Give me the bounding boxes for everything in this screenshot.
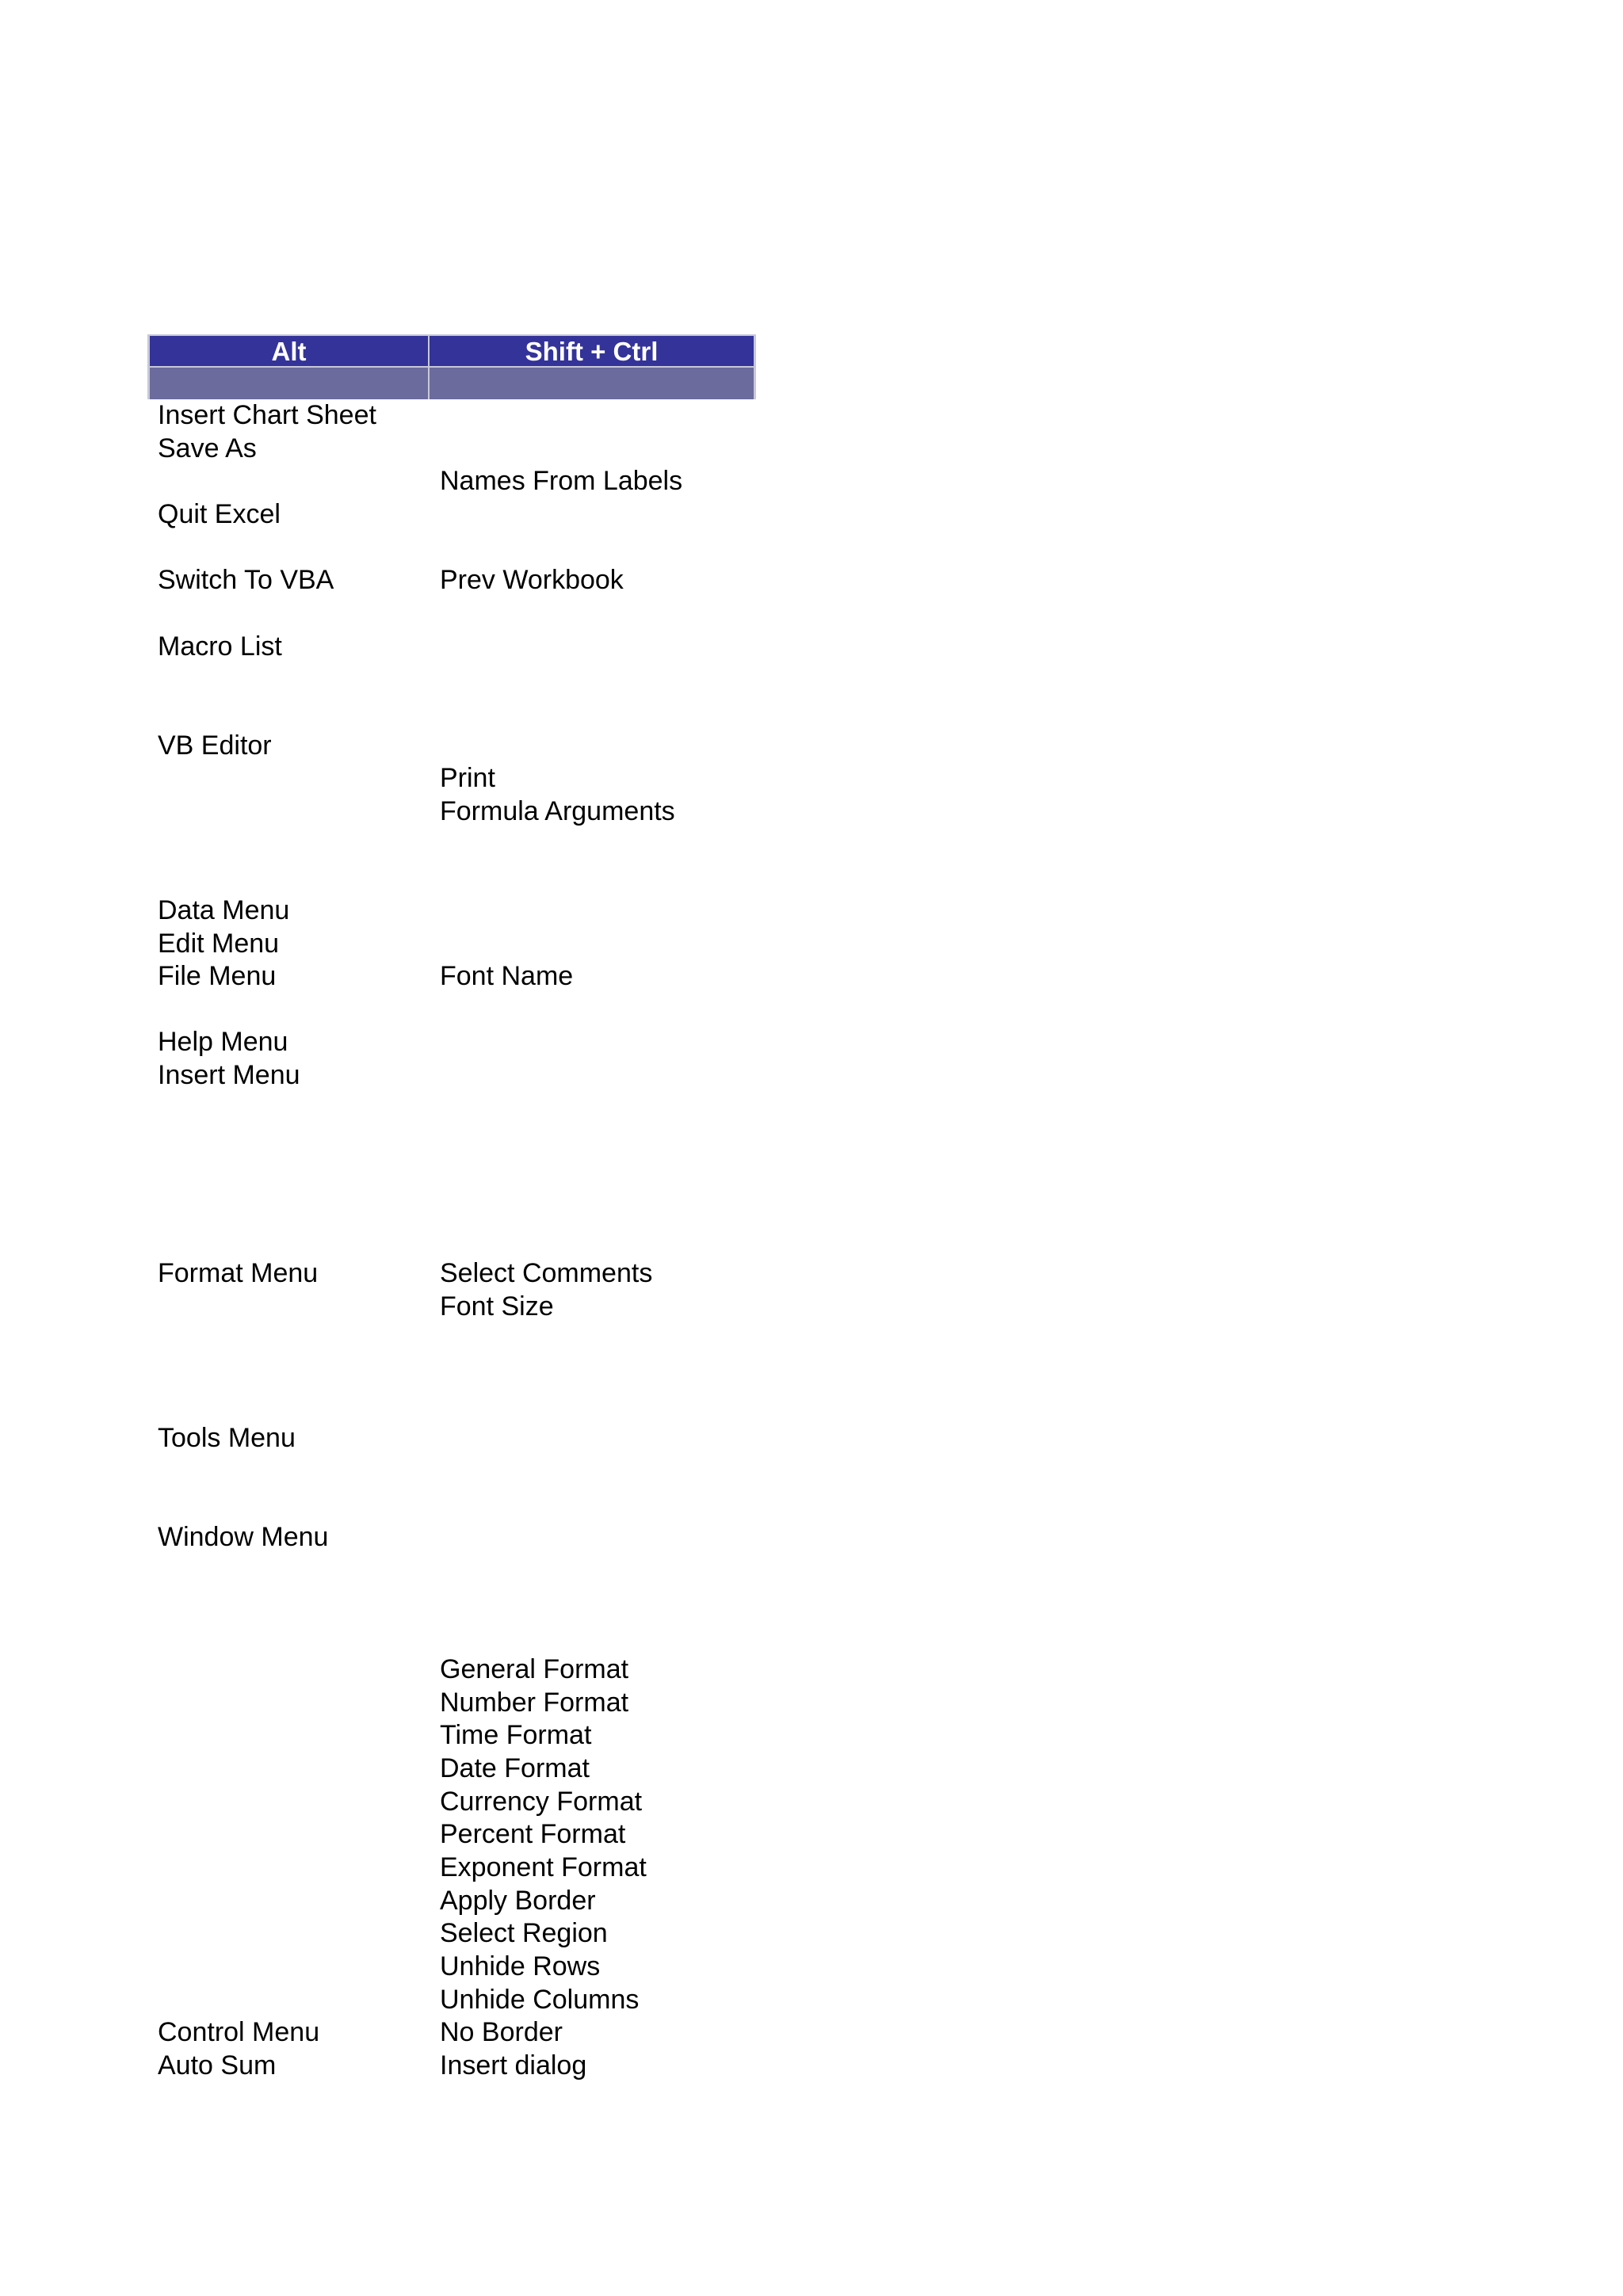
alt-shortcut-cell: Quit Excel bbox=[158, 498, 281, 529]
alt-shortcut-cell bbox=[147, 1390, 430, 1423]
alt-shortcut-cell: Help Menu bbox=[158, 1027, 288, 1058]
alt-shortcut-cell: Data Menu bbox=[158, 894, 290, 925]
shift-ctrl-shortcut-cell: Exponent Format bbox=[440, 1852, 647, 1882]
shift-ctrl-shortcut-cell: Names From Labels bbox=[440, 466, 683, 497]
shift-ctrl-shortcut-cell bbox=[430, 597, 756, 631]
shift-ctrl-shortcut-cell: Currency Format bbox=[440, 1786, 643, 1817]
table-row bbox=[147, 1093, 756, 1126]
table-row bbox=[147, 1719, 756, 1753]
header-subrow bbox=[147, 366, 756, 399]
table-row bbox=[147, 1291, 756, 1324]
alt-shortcut-cell bbox=[147, 1224, 430, 1257]
alt-shortcut-cell bbox=[147, 1554, 430, 1588]
table-row bbox=[147, 2050, 756, 2083]
shift-ctrl-shortcut-cell bbox=[430, 1192, 756, 1225]
table-row bbox=[147, 1653, 756, 1687]
shift-ctrl-shortcut-cell: No Border bbox=[440, 2017, 563, 2048]
table-row bbox=[147, 861, 756, 894]
alt-shortcut-cell: Control Menu bbox=[158, 2017, 320, 2048]
alt-shortcut-cell bbox=[147, 1093, 430, 1126]
shift-ctrl-shortcut-cell: Select Comments bbox=[440, 1258, 653, 1289]
alt-shortcut-cell bbox=[147, 1653, 430, 1687]
alt-shortcut-cell bbox=[147, 532, 430, 565]
shift-ctrl-shortcut-cell bbox=[430, 663, 756, 696]
shift-ctrl-shortcut-cell: Unhide Rows bbox=[440, 1951, 601, 1981]
table-row bbox=[147, 2016, 756, 2050]
column-header-alt: Alt bbox=[147, 334, 430, 366]
alt-shortcut-cell bbox=[147, 597, 430, 631]
alt-shortcut-cell bbox=[147, 1356, 430, 1390]
shift-ctrl-shortcut-cell bbox=[430, 1455, 756, 1489]
table-row bbox=[147, 1687, 756, 1720]
table-body bbox=[147, 399, 756, 2082]
alt-shortcut-cell bbox=[147, 795, 430, 829]
shift-ctrl-shortcut-cell bbox=[430, 631, 756, 664]
shift-ctrl-shortcut-cell bbox=[430, 1026, 756, 1059]
shift-ctrl-shortcut-cell bbox=[430, 928, 756, 961]
table-row bbox=[147, 532, 756, 565]
alt-shortcut-cell bbox=[147, 1786, 430, 1819]
alt-shortcut-cell: File Menu bbox=[158, 961, 277, 992]
alt-shortcut-cell bbox=[147, 1158, 430, 1192]
alt-shortcut-cell bbox=[147, 1192, 430, 1225]
alt-shortcut-cell bbox=[147, 1885, 430, 1918]
table-row bbox=[147, 762, 756, 795]
alt-shortcut-cell bbox=[147, 1687, 430, 1720]
shift-ctrl-shortcut-cell bbox=[430, 1422, 756, 1455]
alt-shortcut-cell bbox=[147, 1323, 430, 1356]
table-row bbox=[147, 1158, 756, 1192]
table-row bbox=[147, 1059, 756, 1093]
alt-shortcut-cell: Edit Menu bbox=[158, 928, 280, 959]
table-row bbox=[147, 1786, 756, 1819]
table-row bbox=[147, 1422, 756, 1455]
table-row bbox=[147, 1224, 756, 1257]
table-row bbox=[147, 1818, 756, 1852]
shift-ctrl-shortcut-cell bbox=[430, 1554, 756, 1588]
table-row bbox=[147, 894, 756, 928]
alt-shortcut-cell bbox=[147, 1984, 430, 2017]
alt-shortcut-cell bbox=[147, 829, 430, 862]
shift-ctrl-shortcut-cell bbox=[430, 1059, 756, 1093]
alt-shortcut-cell: Insert Menu bbox=[158, 1060, 300, 1091]
table-row bbox=[147, 1753, 756, 1786]
table-row bbox=[147, 1554, 756, 1588]
table-row bbox=[147, 1192, 756, 1225]
shift-ctrl-shortcut-cell bbox=[430, 532, 756, 565]
shift-ctrl-shortcut-cell: Prev Workbook bbox=[440, 565, 624, 596]
shift-ctrl-shortcut-cell: Apply Border bbox=[440, 1885, 596, 1916]
shift-ctrl-shortcut-cell bbox=[430, 1158, 756, 1192]
shift-ctrl-shortcut-cell bbox=[430, 399, 756, 433]
table-row bbox=[147, 960, 756, 994]
alt-shortcut-cell bbox=[147, 1489, 430, 1522]
alt-shortcut-cell bbox=[147, 1125, 430, 1158]
shift-ctrl-shortcut-cell bbox=[430, 1588, 756, 1621]
table-row bbox=[147, 1026, 756, 1059]
alt-shortcut-cell bbox=[147, 1620, 430, 1653]
shift-ctrl-shortcut-cell: Number Format bbox=[440, 1687, 629, 1718]
shift-ctrl-shortcut-cell bbox=[430, 696, 756, 730]
alt-shortcut-cell bbox=[147, 1852, 430, 1885]
shift-ctrl-shortcut-cell: Print bbox=[440, 763, 495, 794]
shift-ctrl-shortcut-cell: Formula Arguments bbox=[440, 795, 675, 826]
alt-shortcut-cell bbox=[147, 1291, 430, 1324]
table-row bbox=[147, 1390, 756, 1423]
shift-ctrl-shortcut-cell: Font Name bbox=[440, 961, 574, 992]
shift-ctrl-shortcut-cell bbox=[430, 894, 756, 928]
shift-ctrl-shortcut-cell: Insert dialog bbox=[440, 2050, 587, 2081]
shift-ctrl-shortcut-cell bbox=[430, 1620, 756, 1653]
shift-ctrl-shortcut-cell bbox=[430, 829, 756, 862]
alt-shortcut-cell bbox=[147, 1455, 430, 1489]
table-row bbox=[147, 1323, 756, 1356]
alt-shortcut-cell bbox=[147, 1753, 430, 1786]
shift-ctrl-shortcut-cell bbox=[430, 433, 756, 466]
shift-ctrl-shortcut-cell bbox=[430, 498, 756, 532]
table-row bbox=[147, 1356, 756, 1390]
alt-shortcut-cell bbox=[147, 1951, 430, 1984]
alt-shortcut-cell bbox=[147, 1719, 430, 1753]
table-row bbox=[147, 399, 756, 433]
header-row bbox=[147, 334, 756, 366]
shift-ctrl-shortcut-cell: General Format bbox=[440, 1653, 629, 1684]
shift-ctrl-shortcut-cell bbox=[430, 1125, 756, 1158]
shift-ctrl-shortcut-cell: Font Size bbox=[440, 1291, 554, 1322]
header-subrow-cell bbox=[430, 366, 756, 399]
header-subrow-cell bbox=[147, 366, 430, 399]
table-row bbox=[147, 994, 756, 1027]
table-row bbox=[147, 795, 756, 829]
table-row bbox=[147, 928, 756, 961]
alt-shortcut-cell bbox=[147, 663, 430, 696]
alt-shortcut-cell bbox=[147, 1818, 430, 1852]
shortcut-table bbox=[147, 334, 756, 2082]
table-row bbox=[147, 631, 756, 664]
alt-shortcut-cell bbox=[147, 762, 430, 795]
table-row bbox=[147, 465, 756, 498]
table-row bbox=[147, 696, 756, 730]
alt-shortcut-cell bbox=[147, 861, 430, 894]
table-row bbox=[147, 1951, 756, 1984]
shift-ctrl-shortcut-cell: Time Format bbox=[440, 1720, 592, 1751]
table-row bbox=[147, 1125, 756, 1158]
alt-shortcut-cell: Window Menu bbox=[158, 1522, 329, 1553]
table-row bbox=[147, 1521, 756, 1554]
column-header-shift-ctrl: Shift + Ctrl bbox=[430, 334, 756, 366]
shift-ctrl-shortcut-cell: Date Format bbox=[440, 1753, 590, 1783]
alt-shortcut-cell bbox=[147, 465, 430, 498]
table-row bbox=[147, 1917, 756, 1951]
table-row bbox=[147, 597, 756, 631]
shift-ctrl-shortcut-cell bbox=[430, 1356, 756, 1390]
shift-ctrl-shortcut-cell bbox=[430, 1093, 756, 1126]
table-row bbox=[147, 1852, 756, 1885]
table-row bbox=[147, 498, 756, 532]
table-row bbox=[147, 433, 756, 466]
table-row bbox=[147, 829, 756, 862]
shift-ctrl-shortcut-cell bbox=[430, 1521, 756, 1554]
alt-shortcut-cell bbox=[147, 1588, 430, 1621]
shift-ctrl-shortcut-cell: Unhide Columns bbox=[440, 1984, 640, 2015]
shift-ctrl-shortcut-cell bbox=[430, 730, 756, 763]
alt-shortcut-cell: Switch To VBA bbox=[158, 565, 334, 596]
alt-shortcut-cell: Auto Sum bbox=[158, 2050, 277, 2081]
table-row bbox=[147, 1588, 756, 1621]
alt-shortcut-cell bbox=[147, 1917, 430, 1951]
shift-ctrl-shortcut-cell bbox=[430, 1489, 756, 1522]
shift-ctrl-shortcut-cell bbox=[430, 1323, 756, 1356]
table-row bbox=[147, 730, 756, 763]
shift-ctrl-shortcut-cell: Percent Format bbox=[440, 1819, 626, 1850]
table-row bbox=[147, 1489, 756, 1522]
shift-ctrl-shortcut-cell bbox=[430, 1224, 756, 1257]
alt-shortcut-cell: Tools Menu bbox=[158, 1423, 296, 1454]
alt-shortcut-cell: Macro List bbox=[158, 631, 282, 662]
shift-ctrl-shortcut-cell bbox=[430, 994, 756, 1027]
alt-shortcut-cell bbox=[147, 696, 430, 730]
alt-shortcut-cell bbox=[147, 994, 430, 1027]
table-row bbox=[147, 663, 756, 696]
shift-ctrl-shortcut-cell bbox=[430, 861, 756, 894]
table-row bbox=[147, 1984, 756, 2017]
shift-ctrl-shortcut-cell: Select Region bbox=[440, 1918, 608, 1949]
alt-shortcut-cell: VB Editor bbox=[158, 730, 272, 761]
alt-shortcut-cell: Save As bbox=[158, 433, 257, 463]
table-row bbox=[147, 564, 756, 597]
alt-shortcut-cell: Format Menu bbox=[158, 1258, 319, 1289]
alt-shortcut-cell: Insert Chart Sheet bbox=[158, 400, 376, 430]
table-row bbox=[147, 1885, 756, 1918]
shift-ctrl-shortcut-cell bbox=[430, 1390, 756, 1423]
table-row bbox=[147, 1257, 756, 1291]
table-row bbox=[147, 1620, 756, 1653]
table-row bbox=[147, 1455, 756, 1489]
